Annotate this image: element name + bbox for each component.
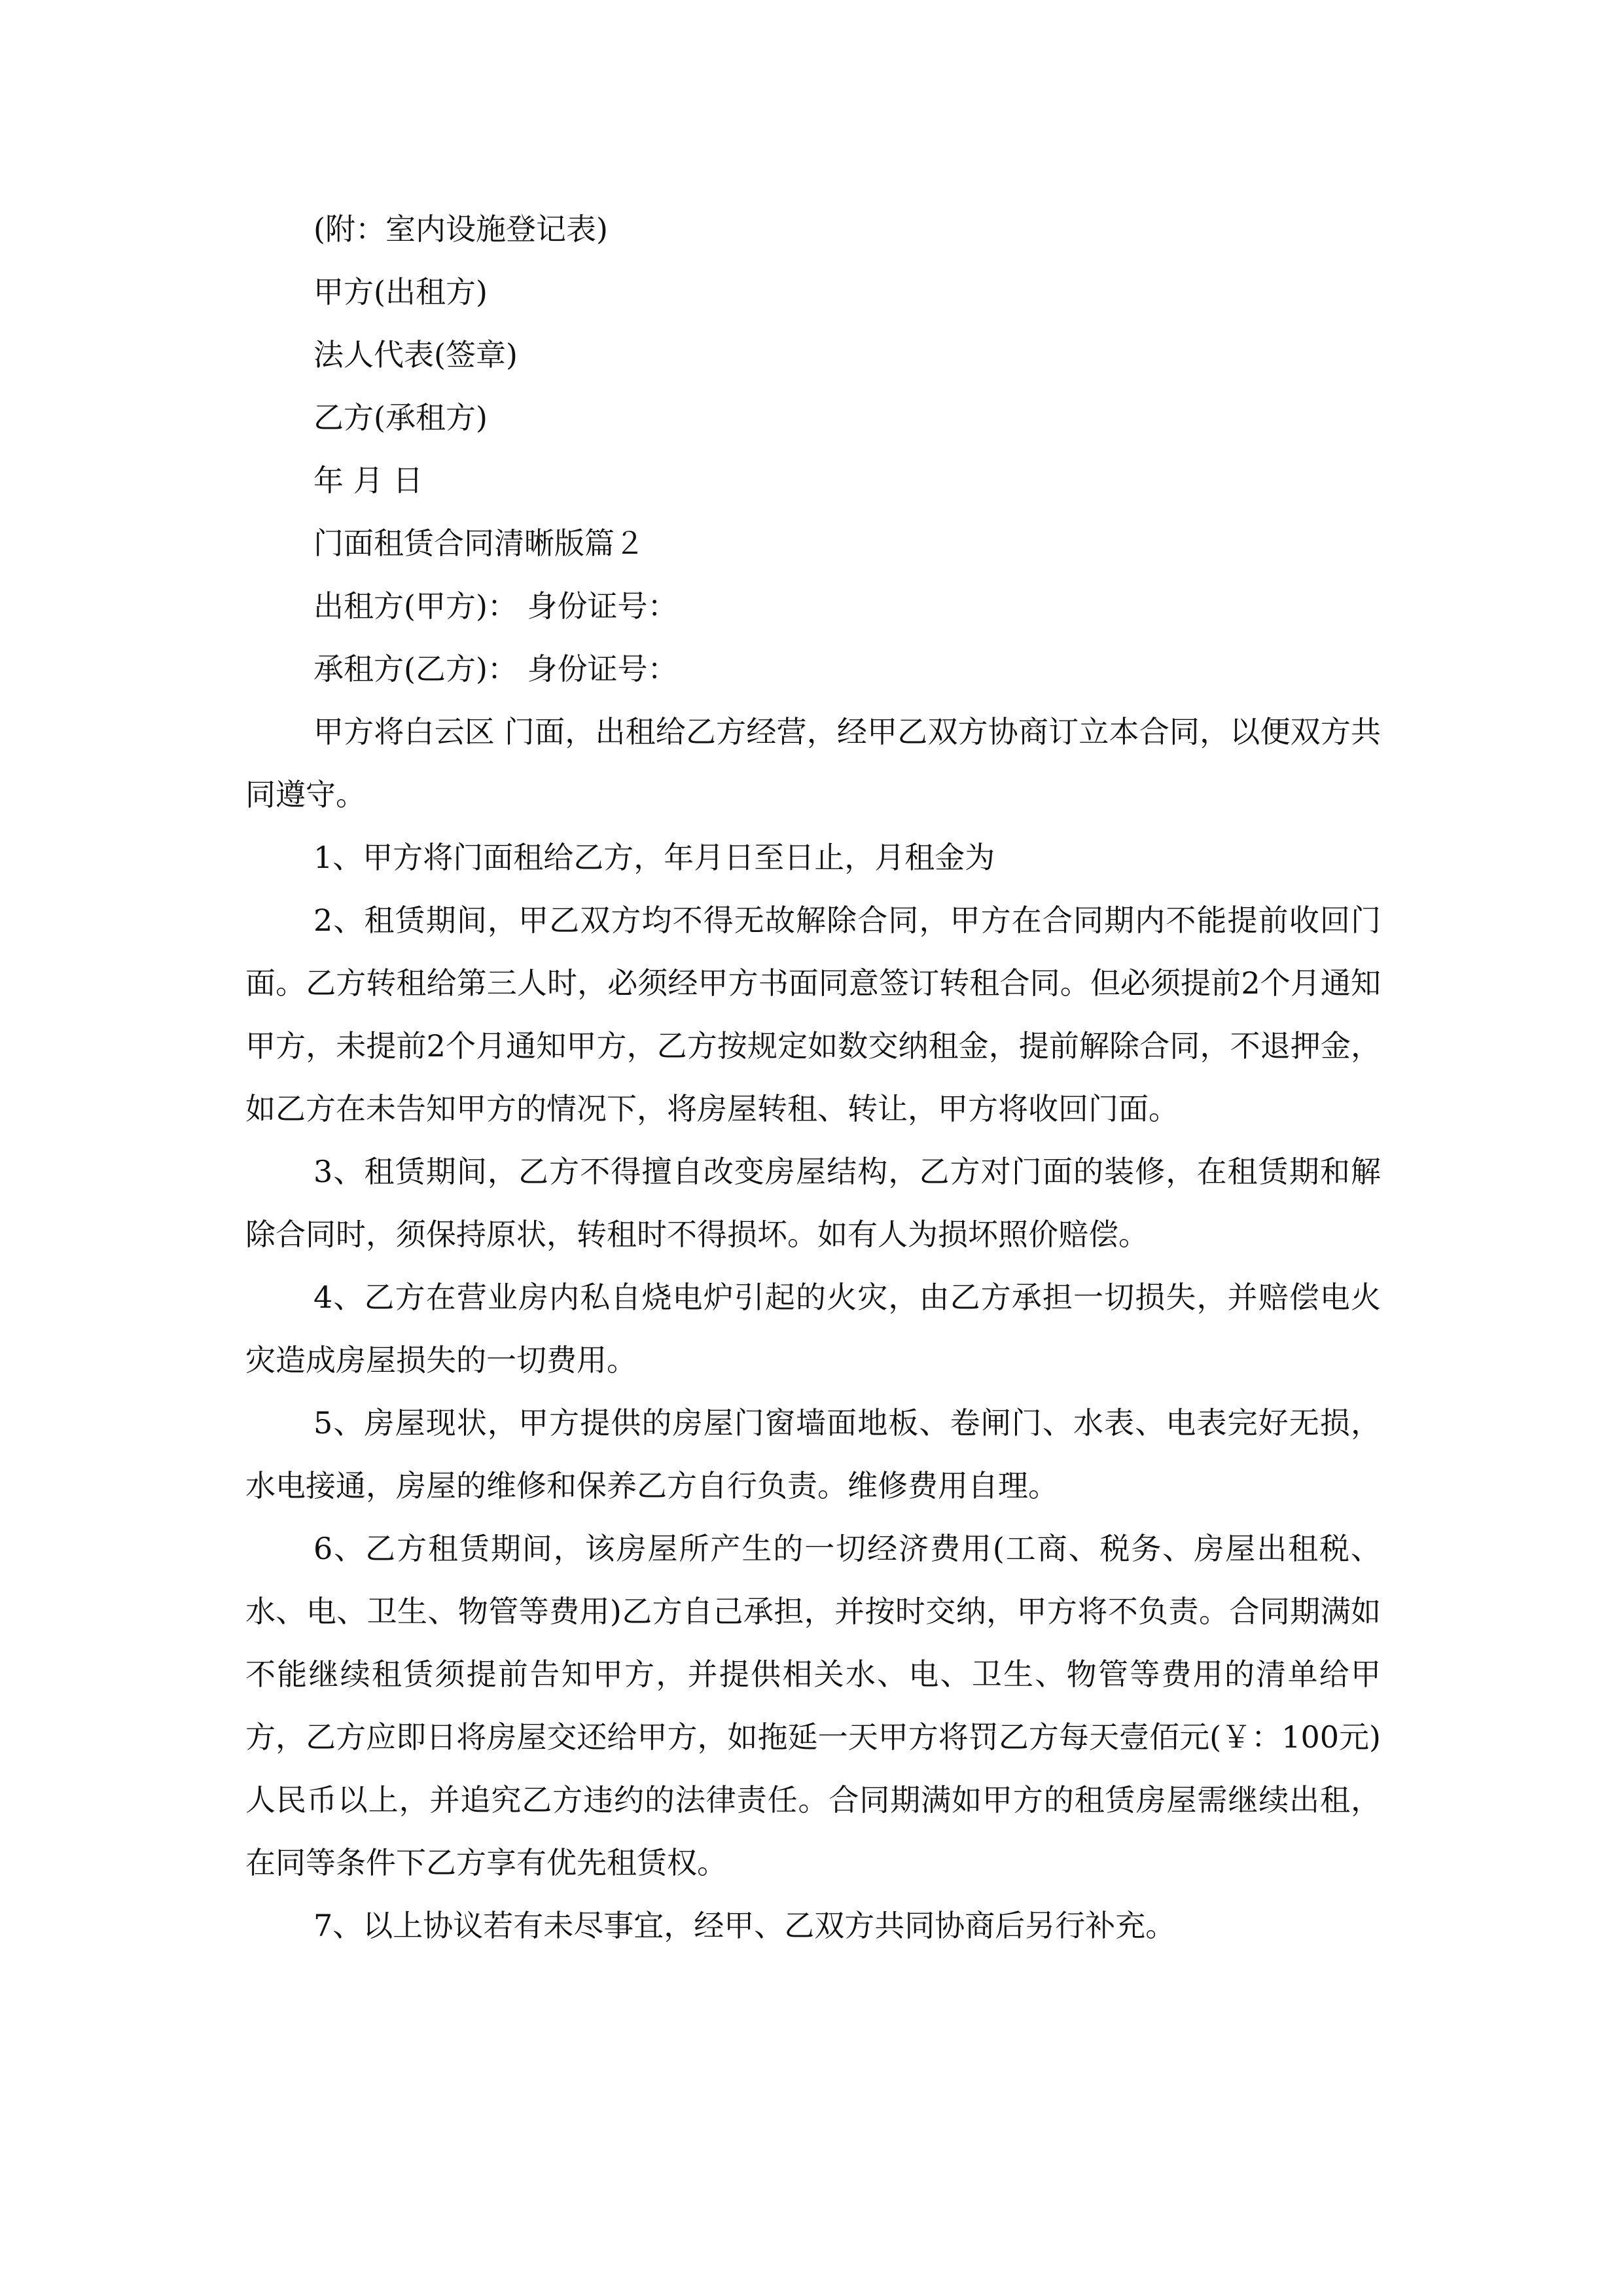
clause-1: 1、甲方将门面租给乙方，年月日至日止，月租金为 bbox=[313, 840, 995, 875]
lessee-id-line: 承租方(乙方)： 身份证号： bbox=[313, 651, 678, 687]
party-a-line: 甲方(出租方) bbox=[313, 274, 488, 310]
attachment-note: (附：室内设施登记表) bbox=[313, 211, 608, 247]
section-title: 门面租赁合同清晰版篇２ bbox=[313, 526, 645, 561]
clause-2: 2、租赁期间，甲乙双方均不得无故解除合同，甲方在合同期内不能提前收回门面。乙方转租给第三人时，必须经甲方书面同意签订转租合同。但必须提前2个月通知甲方，未提前2个月通知甲方，乙方按规定如数交纳租金，提前解除合同，不退押金，如乙方在未告知甲方的情况下，将房屋转租、转让，甲方将收回门面。 bbox=[245, 903, 1381, 1126]
clause-7: 7、以上协议若有未尽事宜，经甲、乙双方共同协商后另行补充。 bbox=[313, 1908, 1176, 1943]
clause-5: 5、房屋现状，甲方提供的房屋门窗墙面地板、卷闸门、水表、电表完好无损，水电接通，房屋的维修和保养乙方自行负责。维修费用自理。 bbox=[245, 1405, 1381, 1503]
legal-representative-line: 法人代表(签章) bbox=[313, 337, 518, 372]
lessor-id-line: 出租方(甲方)： 身份证号： bbox=[313, 588, 678, 624]
clause-6: 6、乙方租赁期间，该房屋所产生的一切经济费用(工商、税务、房屋出租税、水、电、卫生、物管等费用)乙方自己承担，并按时交纳，甲方将不负责。合同期满如不能继续租赁须提前告知甲方，并提供相关水、电、卫生、物管等费用的清单给甲方，乙方应即日将房屋交还给甲方，如拖延一天甲方将罚乙方每天壹佰元(￥：100元)人民币以上，并追究乙方违约的法律责任。合同期满如甲方的租赁房屋需继续出租，在同等条件下乙方享有优先租赁权。 bbox=[245, 1531, 1381, 1880]
intro-paragraph: 甲方将白云区 门面，出租给乙方经营，经甲乙双方协商订立本合同，以便双方共同遵守。 bbox=[245, 714, 1381, 812]
party-b-line: 乙方(承租方) bbox=[313, 400, 488, 435]
clause-3: 3、租赁期间，乙方不得擅自改变房屋结构，乙方对门面的装修，在租赁期和解除合同时，须保持原状，转租时不得损坏。如有人为损坏照价赔偿。 bbox=[245, 1154, 1381, 1252]
date-line: 年 月 日 bbox=[313, 463, 423, 498]
document-body bbox=[245, 198, 1381, 1957]
clause-4: 4、乙方在营业房内私自烧电炉引起的火灾，由乙方承担一切损失，并赔偿电火灾造成房屋损失的一切费用。 bbox=[245, 1280, 1381, 1378]
